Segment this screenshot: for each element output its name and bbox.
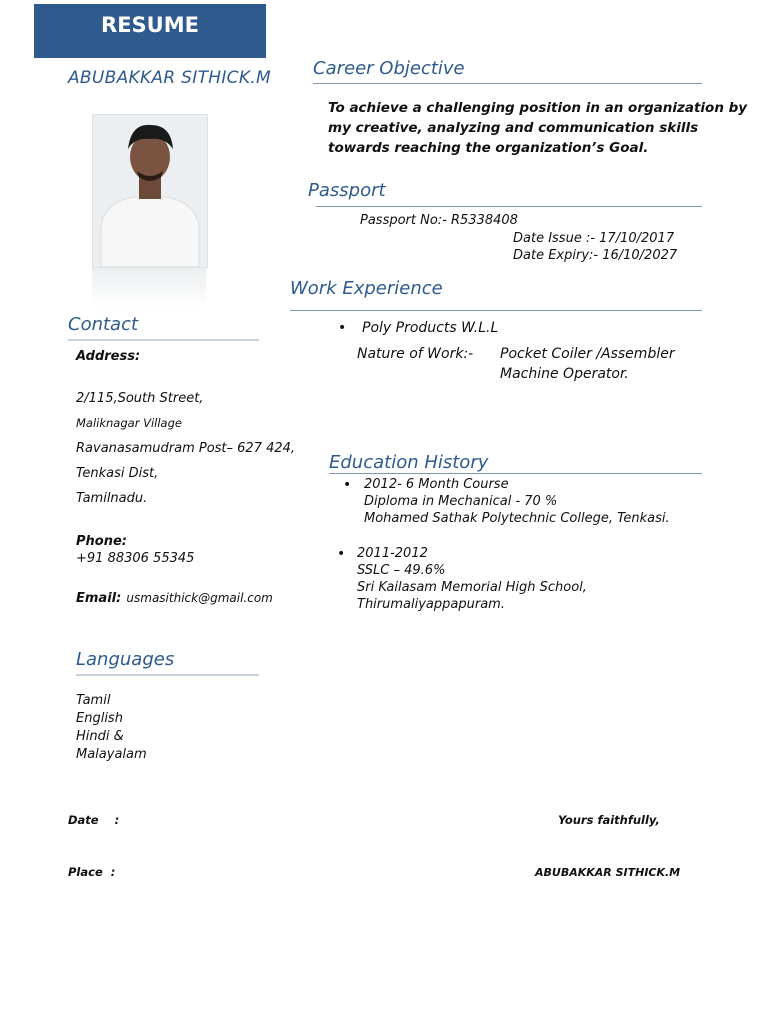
- education-item-line: 2011-2012: [357, 546, 428, 561]
- passport-rule: [316, 206, 702, 207]
- education-history-rule: [329, 473, 702, 474]
- education-history-heading: Education History: [329, 452, 489, 473]
- language-item: Hindi &: [76, 729, 124, 744]
- email-row: [76, 587, 273, 606]
- languages-heading: Languages: [76, 649, 175, 670]
- language-item: English: [76, 711, 123, 726]
- education-item-line: Mohamed Sathak Polytechnic College, Tenkasi.: [364, 511, 670, 526]
- passport-expiry-date: Date Expiry:- 16/10/2027: [513, 248, 678, 263]
- phone-number: +91 88306 55345: [76, 551, 195, 566]
- date-label: Date :: [68, 813, 120, 827]
- address-line: 2/115,South Street,: [76, 391, 204, 406]
- closing-text: Yours faithfully,: [558, 813, 660, 827]
- bullet-icon: •: [337, 546, 346, 562]
- education-item-line: Sri Kailasam Memorial High School,: [357, 580, 587, 595]
- resume-banner: RESUME: [34, 4, 266, 58]
- signature-name: ABUBAKKAR SITHICK.M: [535, 866, 681, 879]
- work-nature-label: Nature of Work:-: [357, 346, 474, 362]
- address-line: Tamilnadu.: [76, 491, 148, 506]
- address-line: Ravanasamudram Post– 627 424,: [76, 441, 296, 456]
- work-company: Poly Products W.L.L: [362, 320, 499, 336]
- work-nature-value: Machine Operator.: [500, 366, 629, 382]
- address-line: Maliknagar Village: [76, 416, 182, 430]
- photo-reflection: [92, 268, 206, 308]
- work-experience-rule: [290, 310, 702, 311]
- address-label: Address:: [76, 349, 141, 364]
- career-objective-rule: [313, 83, 702, 84]
- address-line: Tenkasi Dist,: [76, 466, 159, 481]
- phone-label: Phone:: [76, 534, 127, 549]
- contact-heading: Contact: [68, 314, 139, 335]
- education-item-line: 2012- 6 Month Course: [364, 477, 509, 492]
- languages-rule: [76, 674, 259, 676]
- passport-issue-date: Date Issue :- 17/10/2017: [513, 231, 675, 246]
- contact-rule: [68, 339, 259, 341]
- bullet-icon: •: [343, 477, 352, 493]
- education-item-line: SSLC – 49.6%: [357, 563, 446, 578]
- profile-photo: [92, 114, 208, 268]
- career-objective-heading: Career Objective: [313, 58, 465, 79]
- education-item-line: Diploma in Mechanical - 70 %: [364, 494, 558, 509]
- candidate-name: ABUBAKKAR SITHICK.M: [68, 68, 271, 88]
- work-nature-value: Pocket Coiler /Assembler: [500, 346, 675, 362]
- language-item: Malayalam: [76, 747, 147, 762]
- passport-heading: Passport: [308, 180, 386, 201]
- career-objective-line: towards reaching the organization’s Goal.: [328, 140, 649, 156]
- passport-number: Passport No:- R5338408: [360, 213, 518, 228]
- email-label: Email:: [76, 591, 122, 606]
- career-objective-line: my creative, analyzing and communication skills: [328, 120, 699, 136]
- email-address: usmasithick@gmail.com: [126, 591, 273, 605]
- education-item-line: Thirumaliyappapuram.: [357, 597, 505, 612]
- person-silhouette-icon: [93, 115, 207, 267]
- language-item: Tamil: [76, 693, 111, 708]
- career-objective-line: To achieve a challenging position in an organization by: [328, 100, 748, 116]
- work-experience-heading: Work Experience: [290, 278, 443, 299]
- bullet-icon: •: [338, 320, 347, 336]
- place-label: Place :: [68, 865, 116, 879]
